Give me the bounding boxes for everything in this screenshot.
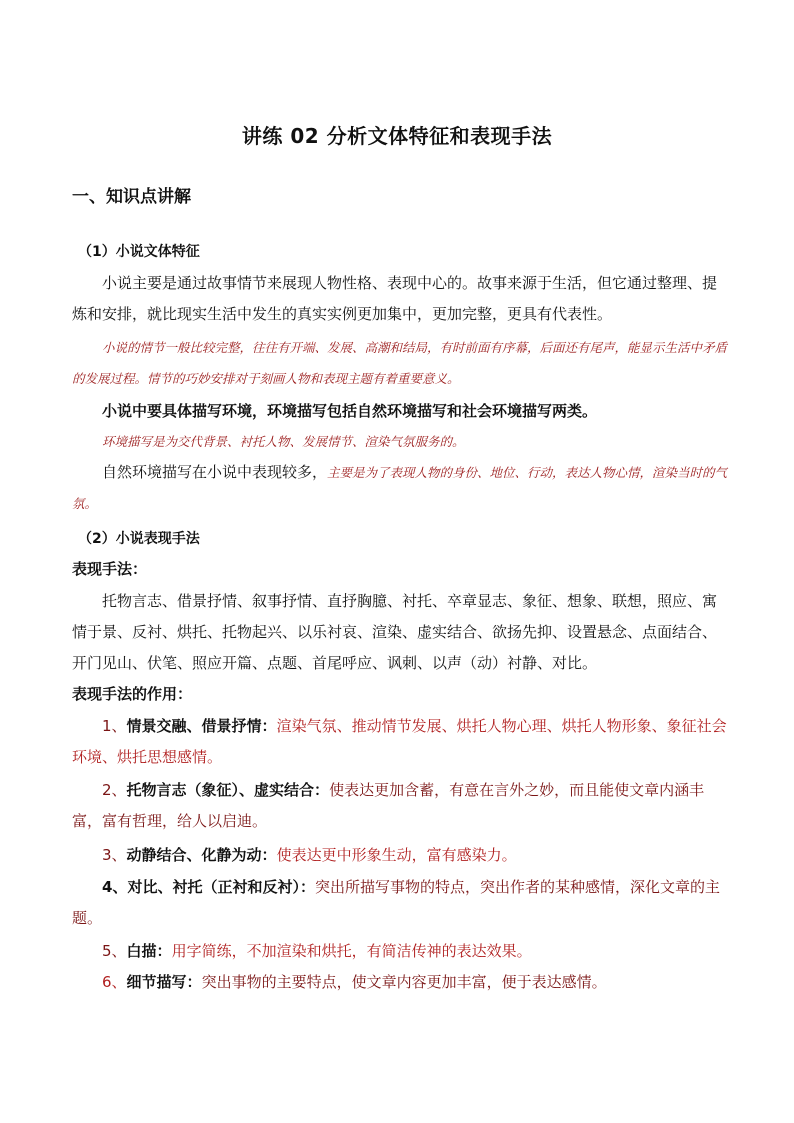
paragraph-environment: 小说中要具体描写环境，环境描写包括自然环境描写和社会环境描写两类。 bbox=[102, 402, 598, 420]
effect-number: 3、 bbox=[102, 846, 127, 864]
effect-item-3 bbox=[72, 840, 728, 871]
effect-desc: 使表达更加含蓄，有意在言外之妙，而且能使文章内涵丰富，富有哲理，给人以启迪。 bbox=[72, 781, 705, 830]
effect-number: 5、 bbox=[102, 942, 127, 960]
effect-desc: 突出事物的主要特点，使文章内容更加丰富，便于表达感情。 bbox=[201, 973, 607, 991]
effects-label: 表现手法的作用： bbox=[72, 685, 193, 703]
effect-desc: 用字简练，不加渲染和烘托，有简洁传神的表达效果。 bbox=[171, 942, 532, 960]
techniques-label: 表现手法： bbox=[72, 560, 148, 578]
effect-number: 4、 bbox=[102, 878, 128, 896]
annotation-environment: 环境描写是为交代背景、衬托人物、发展情节、渲染气氛服务的。 bbox=[102, 434, 465, 449]
effect-name: 托物言志（象征）、虚实结合： bbox=[126, 781, 330, 799]
effect-desc: 渲染气氛、推动情节发展、烘托人物心理、烘托人物形象、象征社会环境、烘托思想感情。 bbox=[72, 717, 727, 766]
effect-desc: 突出所描写事物的特点，突出作者的某种感情，深化文章的主题。 bbox=[72, 878, 720, 927]
effect-item-2 bbox=[72, 775, 728, 837]
effect-name: 对比、衬托（正衬和反衬）： bbox=[127, 878, 315, 896]
natural-env-annotation: 主要是为了表现人物的身份、地位、行动，表达人物心情，渲染当时的气氛。 bbox=[72, 465, 728, 511]
effect-item-1 bbox=[72, 711, 728, 773]
effect-number: 6、 bbox=[102, 973, 127, 991]
paragraph-novel-intro: 小说主要是通过故事情节来展现人物性格、表现中心的。故事来源于生活，但它通过整理、提炼和安排，就比现实生活中发生的真实实例更加集中，更加完整，更具有代表性。 bbox=[72, 274, 718, 323]
effect-item-5 bbox=[72, 936, 728, 967]
effect-number: 2、 bbox=[102, 781, 127, 799]
effect-name: 情景交融、借景抒情： bbox=[126, 717, 277, 735]
effect-name: 白描： bbox=[126, 942, 172, 960]
subsection-label-novel-features: （1）小说文体特征 bbox=[78, 244, 200, 260]
subsection-label-techniques: （2）小说表现手法 bbox=[78, 531, 200, 547]
natural-env-text: 自然环境描写在小说中表现较多， bbox=[102, 463, 328, 481]
paragraph-natural-environment bbox=[72, 457, 728, 519]
effect-item-6 bbox=[72, 967, 728, 998]
section-heading: 一、知识点讲解 bbox=[72, 187, 191, 207]
annotation-plot: 小说的情节一般比较完整，往往有开端、发展、高潮和结局，有时前面有序幕，后面还有尾声，能显示生活中矛盾的发展过程。情节的巧妙安排对于刻画人物和表现主题有着重要意义。 bbox=[72, 340, 728, 386]
effect-name: 细节描写： bbox=[126, 973, 202, 991]
effect-item-4 bbox=[72, 872, 728, 934]
effect-name: 动静结合、化静为动： bbox=[126, 846, 277, 864]
effect-number: 1、 bbox=[102, 717, 127, 735]
page-title: 讲练 02 分析文体特征和表现手法 bbox=[241, 124, 553, 148]
effect-desc: 使表达更中形象生动，富有感染力。 bbox=[276, 846, 517, 864]
techniques-list: 托物言志、借景抒情、叙事抒情、直抒胸臆、衬托、卒章显志、象征、想象、联想，照应、寓情于景、反衬、烘托、托物起兴、以乐衬哀、渲染、虚实结合、欲扬先抑、设置悬念、点面结合、开门见山、伏笔、照应开篇、点题、首尾呼应、讽刺、以声（动）衬静、对比。 bbox=[72, 592, 718, 672]
